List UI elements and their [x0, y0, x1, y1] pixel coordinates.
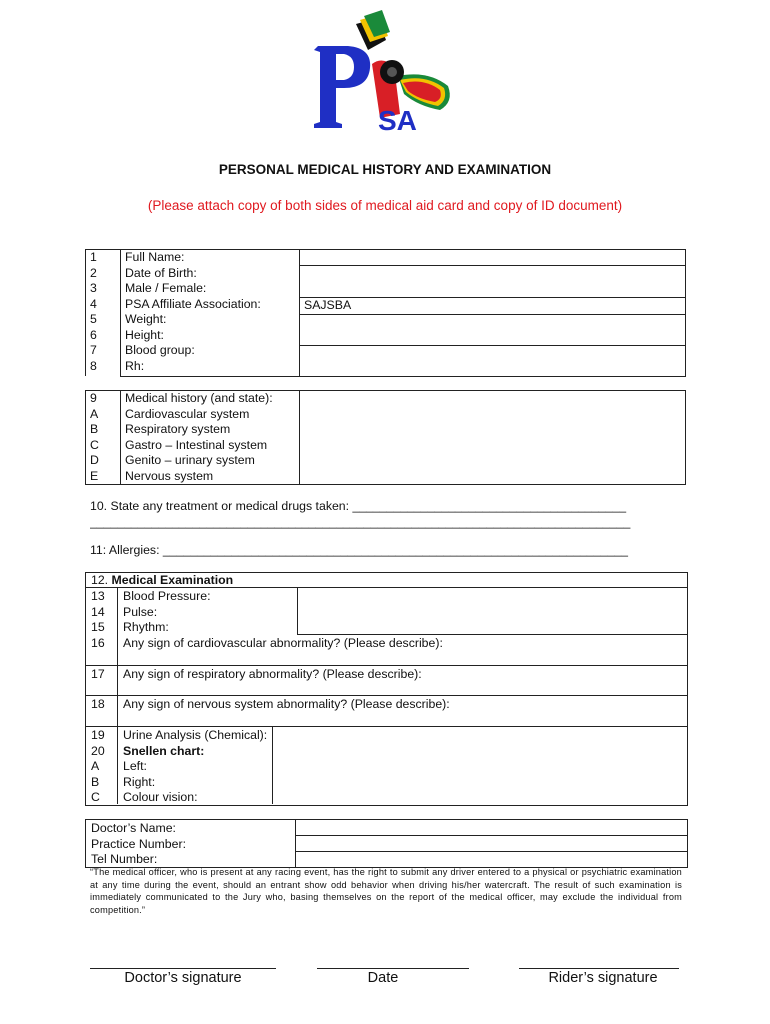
- snellen-chart-label: Snellen chart:: [123, 743, 205, 758]
- table-row: [86, 391, 686, 485]
- personal-details-table: [85, 249, 686, 377]
- doctor-details-field[interactable]: [296, 820, 687, 867]
- medical-examination-box: 12. Medical Examination 13 14 15 16 Blood Pressure: Pulse: Rhythm: Any sign of cardiovascular abnormality? (Please describe): 17 Any sign of respiratory abnormality? (Please describe): 18 Any sign of nervous system abnormality? (Please describe): 19 20 A B C Urine Analysis (Chemical): Snellen chart: Left: Right: Colour vision:: [85, 572, 688, 806]
- dob-gender-field[interactable]: [300, 266, 685, 298]
- cardiovascular-label: Cardiovascular system: [125, 406, 250, 421]
- doctor-signature-label: Doctor’s signature: [124, 970, 242, 986]
- date-line[interactable]: [317, 968, 469, 969]
- row-number: 9 A B C D E: [86, 391, 121, 485]
- blood-group-label: Blood group:: [125, 343, 195, 357]
- full-name-field[interactable]: [300, 250, 685, 266]
- respiratory-question: Any sign of respiratory abnormality? (Please describe):: [123, 667, 422, 681]
- blood-field[interactable]: [300, 345, 685, 376]
- blood-pressure-label: Blood Pressure:: [123, 589, 211, 603]
- rider-signature-label: Rider’s signature: [548, 970, 658, 986]
- pulse-label: Pulse:: [123, 604, 158, 619]
- cardiovascular-question: Any sign of cardiovascular abnormality? (Please describe):: [123, 635, 443, 650]
- left-eye-label: Left:: [123, 759, 147, 773]
- rider-signature-line[interactable]: [519, 968, 679, 969]
- height-label: Height:: [125, 327, 164, 342]
- allergies-question[interactable]: 11: Allergies: ____________________________________________________________________: [90, 543, 628, 557]
- gastro-label: Gastro – Intestinal system: [125, 437, 268, 452]
- page-subtitle: (Please attach copy of both sides of medical aid card and copy of ID document): [147, 198, 623, 213]
- weight-height-field[interactable]: [300, 314, 685, 345]
- doctor-signature-line[interactable]: [90, 968, 276, 969]
- doctor-name-label: Doctor’s Name:: [91, 821, 176, 835]
- date-label: Date: [367, 970, 399, 986]
- medical-history-field[interactable]: [300, 391, 686, 485]
- affiliate-label: PSA Affiliate Association:: [125, 296, 261, 311]
- weight-label: Weight:: [125, 312, 167, 326]
- right-eye-label: Right:: [123, 774, 156, 789]
- table-row: [86, 250, 686, 377]
- urine-snellen-field[interactable]: [273, 726, 687, 804]
- row-values[interactable]: [300, 250, 686, 377]
- medical-history-table: [85, 390, 686, 485]
- treatment-answer-line[interactable]: _______________________________________________________________________________: [90, 515, 631, 529]
- logo-letter-p: [314, 46, 370, 128]
- row-number: 1 2 3 4 5 6 7 8: [86, 250, 121, 377]
- nervous-label: Nervous system: [125, 468, 214, 483]
- row-labels: [121, 250, 300, 377]
- rh-label: Rh:: [125, 358, 145, 373]
- doctor-details-box: [85, 819, 688, 868]
- genito-label: Genito – urinary system: [125, 453, 255, 467]
- dob-label: Date of Birth:: [125, 265, 197, 280]
- vitals-field[interactable]: [298, 588, 687, 635]
- psa-logo: [308, 10, 458, 138]
- footnote: “The medical officer, who is present at any racing event, has the right to submit any driver entered to a physical or psychiatric examination at any time during the event, should an entrant show odd behavior when driving his/her watercraft. The result of such examination is immediately communicated to the Jury who, basing themselves on the report of the medical officer, may exclude the individual from competition.”: [90, 867, 682, 915]
- page-title: PERSONAL MEDICAL HISTORY AND EXAMINATION: [218, 162, 552, 177]
- urine-analysis-label: Urine Analysis (Chemical):: [123, 728, 268, 742]
- exam-heading: 12. Medical Examination: [86, 573, 687, 588]
- affiliate-field[interactable]: SAJSBA: [304, 298, 352, 312]
- rhythm-label: Rhythm:: [123, 620, 169, 634]
- full-name-label: Full Name:: [125, 250, 185, 264]
- medical-history-label: Medical history (and state):: [125, 391, 273, 405]
- exam-numbers: 13 14 15 16: [91, 589, 105, 650]
- respiratory-label: Respiratory system: [125, 422, 231, 436]
- nervous-question: Any sign of nervous system abnormality? (Please describe):: [123, 697, 450, 711]
- practice-number-label: Practice Number:: [91, 836, 186, 851]
- treatment-question: 10. State any treatment or medical drugs taken: ________________________________________: [90, 499, 627, 513]
- logo-letters-sa: SA: [378, 105, 417, 136]
- row-labels: [121, 391, 300, 485]
- gender-label: Male / Female:: [125, 281, 207, 295]
- tel-number-label: Tel Number:: [91, 852, 158, 866]
- colour-vision-label: Colour vision:: [123, 790, 198, 804]
